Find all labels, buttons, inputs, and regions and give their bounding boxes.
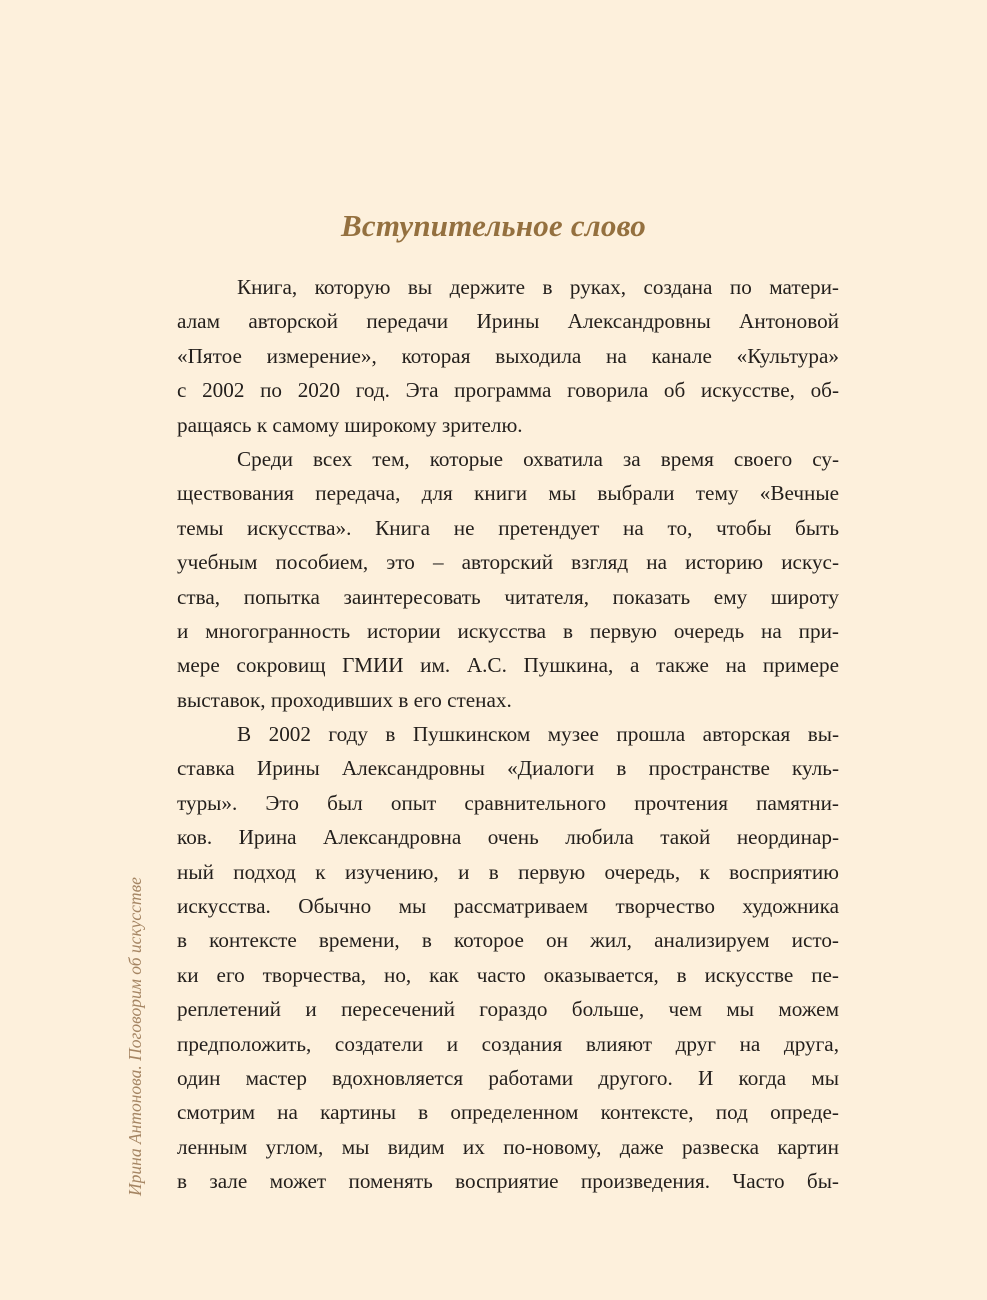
text-line: ки его творчества, но, как часто оказывается, в искусстве пе- bbox=[177, 962, 839, 987]
chapter-title: Вступительное слово bbox=[341, 208, 646, 243]
text-line: туры». Это был опыт сравнительного прочтения памятни- bbox=[177, 790, 839, 815]
text-line: В 2002 году в Пушкинском музее прошла авторская вы- bbox=[237, 722, 839, 747]
body-text bbox=[177, 270, 839, 1199]
text-line: «Пятое измерение», которая выходила на канале «Культура» bbox=[177, 343, 839, 368]
text-line: мере сокровищ ГМИИ им. А.С. Пушкина, а также на примере bbox=[177, 653, 839, 678]
text-line: ленным углом, мы видим их по-новому, даже развеска картин bbox=[177, 1134, 839, 1159]
text-line: в контексте времени, в которое он жил, анализируем исто- bbox=[177, 928, 839, 953]
text-line: ращаясь к самому широкому зрителю. bbox=[177, 412, 523, 437]
text-line: ществования передача, для книги мы выбрали тему «Вечные bbox=[177, 481, 839, 506]
text-line: один мастер вдохновляется работами другого. И когда мы bbox=[177, 1065, 839, 1090]
text-line: искусства. Обычно мы рассматриваем творчество художника bbox=[177, 894, 839, 919]
paragraph-1 bbox=[177, 270, 839, 442]
text-line: с 2002 по 2020 год. Эта программа говорила об искусстве, об- bbox=[177, 378, 839, 403]
text-line: ный подход к изучению, и в первую очередь, к восприятию bbox=[177, 859, 839, 884]
text-line: учебным пособием, это – авторский взгляд на историю искус- bbox=[177, 550, 839, 575]
text-line: темы искусства». Книга не претендует на то, чтобы быть bbox=[177, 515, 839, 540]
text-line: ства, попытка заинтересовать читателя, показать ему широту bbox=[177, 584, 839, 609]
text-line: выставок, проходивших в его стенах. bbox=[177, 687, 512, 712]
text-line: реплетений и пересечений гораздо больше, чем мы можем bbox=[177, 997, 839, 1022]
paragraph-2 bbox=[177, 442, 839, 717]
text-line: и многогранность истории искусства в первую очередь на при- bbox=[177, 618, 839, 643]
text-line: в зале может поменять восприятие произведения. Часто бы- bbox=[177, 1169, 839, 1194]
text-line: Книга, которую вы держите в руках, создана по матери- bbox=[237, 275, 839, 299]
text-line: ставка Ирины Александровны «Диалоги в пространстве куль- bbox=[177, 756, 839, 781]
text-line: предположить, создатели и создания влияют друг на друга, bbox=[177, 1031, 839, 1056]
text-line: смотрим на картины в определенном контексте, под опреде- bbox=[177, 1100, 839, 1125]
paragraph-3 bbox=[177, 717, 839, 1198]
text-line: Среди всех тем, которые охватила за время своего су- bbox=[237, 446, 839, 471]
running-head: Ирина Антонова. Поговорим об искусстве bbox=[125, 877, 145, 1196]
text-line: алам авторской передачи Ирины Александровны Антоновой bbox=[177, 309, 839, 334]
text-line: ков. Ирина Александровна очень любила такой неординар- bbox=[177, 825, 839, 850]
